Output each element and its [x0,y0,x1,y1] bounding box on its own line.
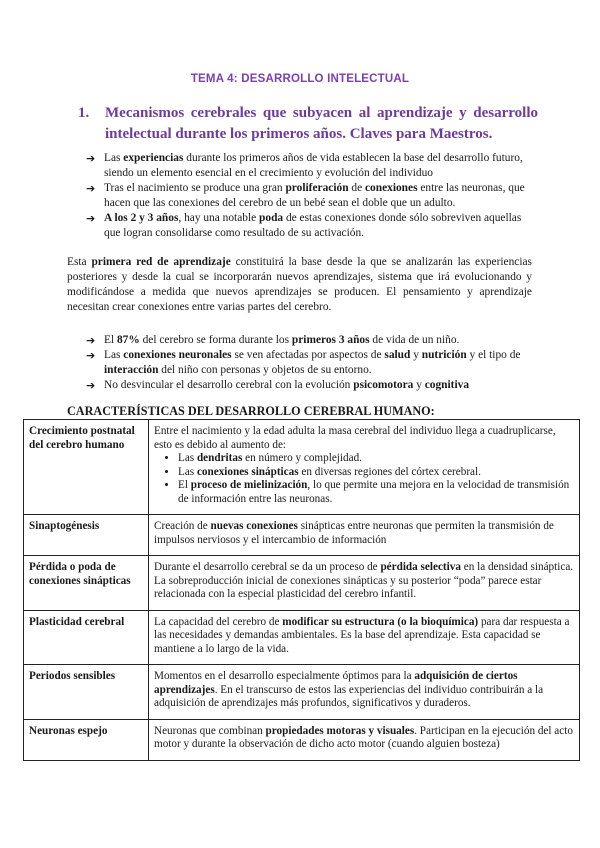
text-run: Esta [67,256,92,268]
bold-text: propiedades motoras y visuales [265,724,415,737]
arrow-icon: ➔ [86,152,96,165]
list-item [178,479,574,506]
row-label: Sinaptogénesis [24,515,149,556]
text-run: y [413,379,425,391]
text-run: del niño con personas y objetos de su entorno. [158,364,372,376]
text-run: para dar respuesta a las necesidades y demandas ambientales. Es la base del aprendizaje. Esta capacidad se mantiene a lo largo de la vida. [154,615,570,655]
row-description [149,719,580,760]
row-bullet-list [154,452,574,506]
text-run: Tras el nacimiento se produce una gran [104,182,286,194]
text-run: y el tipo de [466,349,521,361]
bullet-item [86,181,532,211]
row-label: Periodos sensibles [24,665,149,720]
text-run: Entre el nacimiento y la edad adulta la masa cerebral del individuo llega a cuadruplicarse, esto es debido al aumento de: [154,425,556,451]
bullet-item [86,151,532,181]
bold-text: conexiones sinápticas [196,465,299,478]
text-run: El [178,479,191,491]
bold-text: conexiones neuronales [123,349,232,361]
text-run: en la densidad sináptica. La sobreproducción inicial de conexiones sinápticas y su posterior “poda” parece estar relacionada con la especial plasticidad del cerebro infantil. [154,561,574,600]
text-run: de estas conexiones donde sólo sobreviven aquellas que logran consolidarse como resultado de su activación. [104,212,522,239]
arrow-icon: ➔ [86,334,96,347]
row-label: Neuronas espejo [24,719,149,760]
bullet-list-intro [86,151,532,241]
text-run: Durante el desarrollo cerebral se da un proceso de [154,561,381,573]
bold-text: nutrición [421,349,467,361]
text-run: de vida de un niño. [369,334,460,346]
bold-text: 87% [116,334,140,346]
text-run: Creación de [154,520,211,532]
body-paragraph [67,255,532,315]
bold-text: pérdida selectiva [380,561,461,573]
text-run: Neuronas que combinan [154,724,266,737]
bold-text: salud [384,349,411,361]
bold-text: interacción [104,364,159,376]
heading-number: 1. [78,105,90,121]
text-run: constituirá la base desde la que se analizarán las experiencias posteriores y desde la cual se incorporarán nuevos aprendizajes, sistema que irá evolucionando y modificándose a medida que nuevos aprendizajes se producen. El pensamiento y aprendizaje necesitan crear conexiones entre varias partes del cerebro. [67,256,532,313]
bold-text: poda [259,212,284,224]
heading-text: Mecanismos cerebrales que subyacen al aprendizaje y desarrollo intelectual durante los primeros años. Claves para Maestros. [105,105,538,142]
arrow-icon: ➔ [86,349,96,362]
text-run: Las [104,152,124,164]
characteristics-table [23,419,580,761]
text-run: sinápticas entre neuronas que permiten la transmisión de impulsos nerviosos y el intercambio de información [154,520,554,546]
arrow-icon: ➔ [86,379,96,392]
bold-text: adquisición de ciertos aprendizajes [154,670,518,696]
text-run: durante los primeros años de vida establecen la base del desarrollo futuro, siendo un elemento esencial en el crecimiento y evolución del individuo [104,152,523,179]
bold-text: nuevas conexiones [210,520,298,532]
text-run: entre las neuronas, que hacen que las conexiones del cerebro de un bebé sean el doble que un adulto. [104,182,525,209]
arrow-icon: ➔ [86,212,96,225]
table-row [24,420,580,515]
bold-text: proliferación [285,182,349,194]
bold-text: modificar su estructura (o la bioquímica) [282,615,479,628]
text-run: en diversas regiones del córtex cerebral. [298,465,481,478]
list-item [178,466,574,480]
document-title: TEMA 4: DESARROLLO INTELECTUAL [190,73,410,85]
row-description [149,665,580,720]
bold-text: dendritas [196,452,243,464]
table-row [24,719,580,760]
text-run: de [348,182,365,194]
list-item [178,452,574,466]
row-description [149,556,580,611]
bold-text: cognitiva [424,379,470,391]
text-run: Momentos en el desarrollo especialmente óptimos para la [154,670,415,682]
text-run: . En el transcurso de estos las experiencias del individuo contribuirán a la adquisición de aprendizajes más profundos, significativos y duraderos. [154,683,544,709]
text-run: Las [104,349,124,361]
text-run: y [410,349,422,361]
text-run: , hay una notable [178,212,260,224]
text-run: se ven afectadas por aspectos de [231,349,385,361]
row-description [149,610,580,665]
text-run: La capacidad del cerebro de [154,615,283,628]
text-run: El [104,334,117,346]
bold-text: psicomotora [353,379,414,391]
bold-text: primera red de aprendizaje [91,256,231,268]
text-run: en número y complejidad. [242,452,362,464]
bold-text: A los 2 y 3 años [104,212,179,224]
table-row [24,610,580,665]
row-label: Plasticidad cerebral [24,610,149,665]
table-row [24,515,580,556]
text-run: del cerebro se forma durante los [139,334,292,346]
bullet-item [86,348,532,378]
bullet-list-facts [86,333,532,393]
row-description [149,515,580,556]
row-label: Pérdida o poda de conexiones sinápticas [24,556,149,611]
table-section-title: CARACTERÍSTICAS DEL DESARROLLO CEREBRAL HUMANO: [67,404,435,418]
row-description [149,420,580,515]
bullet-item [86,333,532,348]
bold-text: proceso de mielinización [190,479,308,491]
text-run: Las [178,452,197,464]
table-row [24,665,580,720]
text-run: Las [178,465,197,478]
text-run: No desvincular el desarrollo cerebral con la evolución [104,379,354,391]
table-row [24,556,580,611]
bullet-item [86,378,532,393]
section-heading [78,103,538,145]
bullet-item [86,211,532,241]
bold-text: primeros 3 años [291,334,370,346]
text-run: , lo que permite una mejora en la velocidad de transmisión de información entre las neuronas. [178,479,570,505]
arrow-icon: ➔ [86,182,96,195]
bold-text: experiencias [123,152,184,164]
row-label: Crecimiento postnatal del cerebro humano [24,420,149,515]
text-run: . Participan en la ejecución del acto motor y durante la observación de dicho acto motor (cuando alguien bosteza) [154,724,573,750]
bold-text: conexiones [364,182,418,194]
